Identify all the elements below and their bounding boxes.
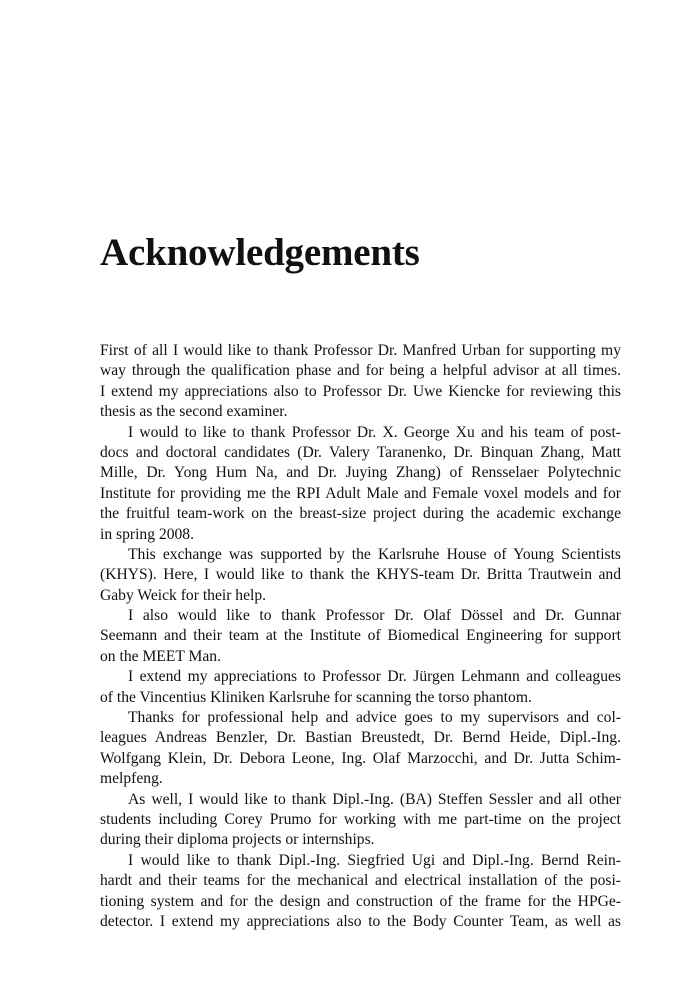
text-line: docs and doctoral candidates (Dr. Valery Taranenko, Dr. Binquan Zhang, Matt — [100, 443, 621, 461]
text-line: of the Vincentius Kliniken Karlsruhe for scanning the torso phantom. — [100, 688, 532, 706]
text-line: hardt and their teams for the mechanical and electrical installation of the posi- — [100, 872, 621, 890]
text-line: As well, I would like to thank Dipl.-Ing. (BA) Steffen Sessler and all other — [128, 790, 621, 808]
text-line: Wolfgang Klein, Dr. Debora Leone, Ing. Olaf Marzocchi, and Dr. Jutta Schim- — [100, 749, 621, 767]
text-line: I also would like to thank Professor Dr. Olaf Dössel and Dr. Gunnar — [128, 607, 621, 625]
paragraph — [100, 545, 621, 606]
text-line: thesis as the second examiner. — [100, 403, 288, 421]
text-line: I extend my appreciations also to Professor Dr. Uwe Kiencke for reviewing this — [100, 382, 621, 400]
text-line: way through the qualification phase and for being a helpful advisor at all times. — [100, 362, 621, 380]
acknowledgements-body — [100, 341, 621, 932]
text-line: First of all I would like to thank Professor Dr. Manfred Urban for supporting my — [100, 342, 621, 359]
paragraph — [100, 790, 621, 851]
paragraph — [100, 423, 621, 545]
text-line: Institute for providing me the RPI Adult Male and Female voxel models and for — [100, 484, 621, 502]
text-line: students including Corey Prumo for working with me part-time on the project — [100, 810, 621, 828]
paragraph — [100, 708, 621, 790]
text-line: the fruitful team-work on the breast-size project during the academic exchange — [100, 505, 621, 523]
text-line: (KHYS). Here, I would like to thank the KHYS-team Dr. Britta Trautwein and — [100, 566, 621, 584]
page-title: Acknowledgements — [100, 231, 420, 274]
text-line: Thanks for professional help and advice goes to my supervisors and col- — [128, 709, 621, 727]
paragraph — [100, 667, 621, 708]
text-line: detector. I extend my appreciations also to the Body Counter Team, as well as — [100, 912, 621, 930]
text-line: I extend my appreciations to Professor Dr. Jürgen Lehmann and colleagues — [128, 668, 621, 686]
text-line: This exchange was supported by the Karlsruhe House of Young Scientists — [128, 545, 621, 563]
text-line: Seemann and their team at the Institute of Biomedical Engineering for support — [100, 627, 621, 645]
paragraph — [100, 606, 621, 667]
text-line: in spring 2008. — [100, 525, 194, 543]
paragraph — [100, 341, 621, 423]
text-line: melpfeng. — [100, 770, 163, 788]
paragraph — [100, 851, 621, 933]
text-line: tioning system and for the design and construction of the frame for the HPGe- — [100, 892, 621, 910]
text-line: on the MEET Man. — [100, 647, 221, 665]
text-line: Mille, Dr. Yong Hum Na, and Dr. Juying Zhang) of Rensselaer Polytechnic — [100, 464, 621, 482]
text-line: I would like to thank Dipl.-Ing. Siegfried Ugi and Dipl.-Ing. Bernd Rein- — [128, 851, 621, 869]
text-line: I would to like to thank Professor Dr. X. George Xu and his team of post- — [128, 423, 621, 441]
text-line: during their diploma projects or internships. — [100, 831, 375, 849]
text-line: Gaby Weick for their help. — [100, 586, 267, 604]
text-line: leagues Andreas Benzler, Dr. Bastian Breustedt, Dr. Bernd Heide, Dipl.-Ing. — [100, 729, 621, 747]
